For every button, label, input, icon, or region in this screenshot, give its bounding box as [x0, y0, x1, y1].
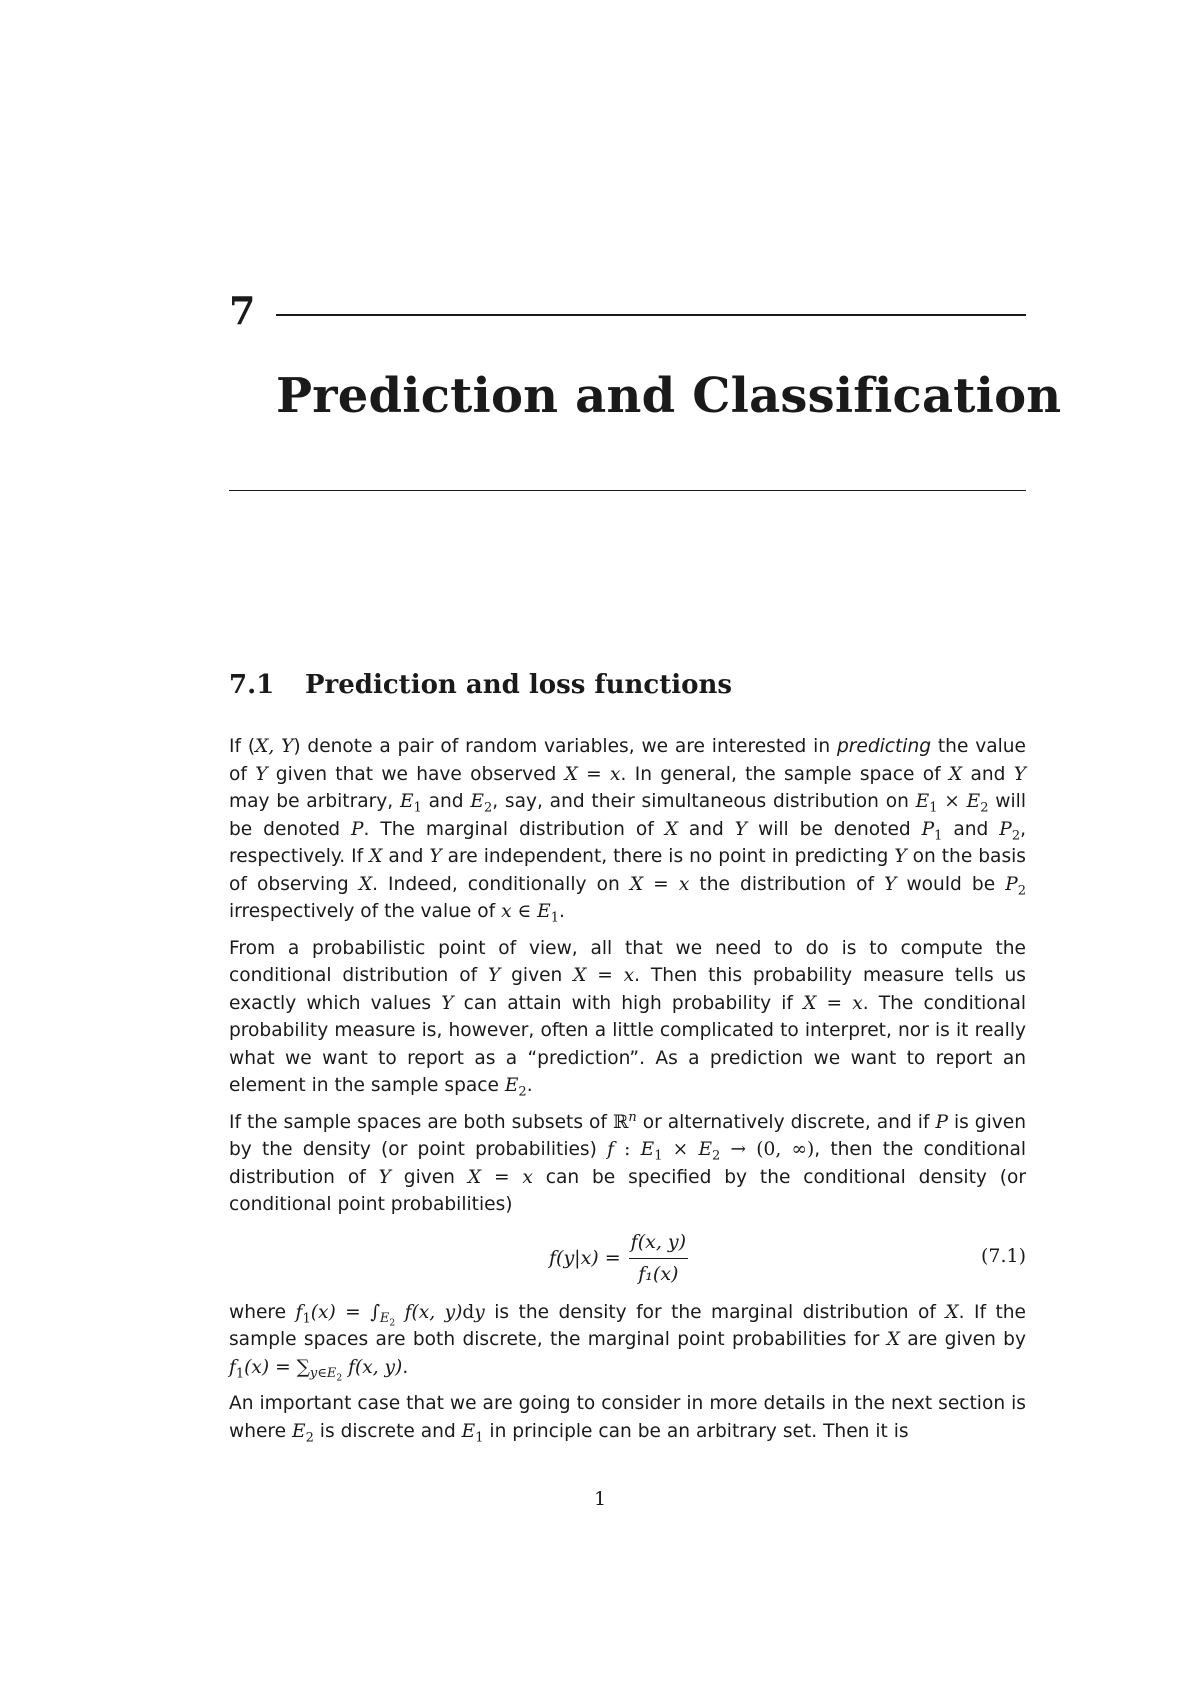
equation-label: (7.1)	[980, 1244, 1026, 1267]
equation-denominator: f₁(x)	[638, 1263, 679, 1285]
equation-7-1	[229, 1223, 1026, 1291]
equation-fraction	[629, 1229, 688, 1289]
chapter-rule	[276, 314, 1026, 316]
paragraph-1: If (X, Y) denote a pair of random variables, we are interested in predicting the value of Y given that we have observed X = x. In general, the sample space of X and Y may be arbitrary, $E_1$ and $E_2$, say, and their simultaneous distribution on $E_1 \times E_2$ will be denoted P. The marginal distribution of X and Y will be denoted $P_1$ and $P_2$, respectively. If X and Y are independent, there is no point in predicting Y on the basis of observing X. Indeed, conditionally on X = x the distribution of Y would be $P_2$ irrespectively of the value of x ∈ $E_1$.	[229, 736, 1027, 926]
section-title: Prediction and loss functions	[305, 670, 732, 700]
chapter-number: 7	[229, 288, 256, 333]
paragraph-3: If the sample spaces are both subsets of ℝ$^n$ or alternatively discrete, and if P is given by the density (or point probabilities) f : $E_1 \times E_2 \to (0$, ∞), then the conditional distribution of Y given X = x can be specified by the conditional density (or conditional point probabilities)	[229, 1109, 1027, 1215]
paragraph-2: From a probabilistic point of view, all that we need to do is to compute the conditional distribution of Y given X = x. Then this probability measure tells us exactly which values Y can attain with high probability if X = x. The conditional probability measure is, however, often a little complicated to interpret, nor is it really what we want to report as a “prediction”. As a prediction we want to report an element in the sample space $E_2$.	[229, 937, 1026, 1100]
equation-numerator: f(x, y)	[629, 1229, 688, 1260]
body-text	[229, 733, 1026, 1454]
page-number: 1	[593, 1488, 607, 1510]
equation-lhs: f(y|x) =	[549, 1246, 621, 1269]
chapter-title: Prediction and Classification	[276, 368, 1062, 424]
section-number: 7.1	[229, 670, 275, 700]
section-heading	[229, 672, 732, 698]
paragraph-5: An important case that we are going to consider in more details in the next section is where $E_2$ is discrete and $E_1$ in principle can be an arbitrary set. Then it is	[229, 1393, 1026, 1446]
paragraph-4: where $f_1(x) = \int_{E_2}$ f(x, y)dy is the density for the marginal distribution of X. If the sample spaces are both discrete, the marginal point probabilities for X are given by $f_1(x) = \sum_{y\in E_2}$ f(x, y).	[229, 1301, 1026, 1384]
title-divider	[229, 490, 1026, 491]
